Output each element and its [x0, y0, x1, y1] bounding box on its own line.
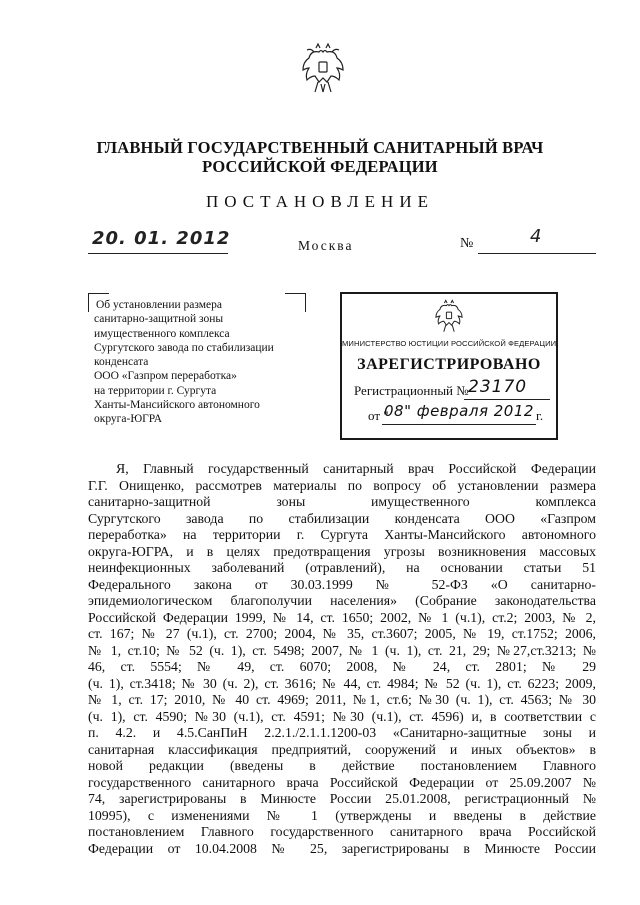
stamp-date: 08" февраля 2012 [384, 402, 534, 420]
subject-line: Сургутского завода по стабилизации [94, 341, 274, 354]
body-line: 10995), с изменениями № 1 (утверждены и введены в действие [88, 807, 596, 823]
body-line: Я, Главный государственный санитарный врач Российской Федерации [116, 461, 596, 476]
document-type: ПОСТАНОВЛЕНИЕ [205, 192, 434, 211]
body-line: государственного санитарного врача Российской Федерации от 25.09.2007 № [88, 774, 596, 790]
body-line: постановлением Главного государственного санитарного врача Российской [88, 824, 596, 839]
body-line: санитарно-защитной зоны имущественного комплекса [88, 494, 596, 509]
stamp-reg-label: Регистрационный № [354, 383, 469, 398]
subject-line: Ханты-Мансийского автономного [94, 399, 260, 412]
body-line: (ч. 1), ст.3418; № 30 (ч. 2), ст. 3616; № 44, ст. 4984; № 52 (ч. 1), ст. 6223; 2009, [88, 675, 596, 691]
date-underline [88, 253, 228, 254]
issuer-title-line1: ГЛАВНЫЙ ГОСУДАРСТВЕННЫЙ САНИТАРНЫЙ ВРАЧ [96, 138, 544, 157]
document-city: Москва [298, 238, 354, 253]
stamp-registered: ЗАРЕГИСТРИРОВАНО [357, 356, 541, 373]
subject-line: имущественного комплекса [94, 327, 230, 340]
stamp-date-prefix: от " [368, 408, 389, 423]
body-line: 46, ст. 5554; № 49, ст. 6070; 2008, № 24, ст. 2801; № 29 [88, 659, 596, 674]
body-line: Г.Г. Онищенко, рассмотрев материалы по вопросу об установлении размера [88, 477, 596, 493]
body-line: п. 4.2. и 4.5.СанПиН 2.2.1./2.1.1.1200-03 «Санитарно-защитные зоны и [88, 725, 596, 740]
document-body [88, 461, 596, 857]
subject-line: на территории г. Сургута [94, 384, 217, 397]
number-underline [478, 253, 596, 254]
body-line: Сургутского завода по стабилизации конденсата ООО «Газпром [88, 510, 596, 526]
body-line: новой редакции (введены в действие постановлением Главного [88, 758, 596, 773]
document-number: 4 [530, 226, 542, 247]
body-line: № 1, ст. 17; 2010, № 40 ст. 4969; 2011, №1, ст.6; №30 (ч. 1), ст. 4563; № 30 [88, 692, 596, 707]
body-line: санитарная классификация предприятий, сооружений и иных объектов» в [88, 741, 596, 757]
document-number-label: № [460, 236, 474, 251]
stamp-number-underline [464, 399, 550, 400]
body-line: Федерального закона от 30.03.1999 № 52-ФЗ «О санитарно- [88, 576, 596, 592]
body-line: Российской Федерации 1999, № 14, ст. 1650; 2002, № 1 (ч.1), ст.2; 2003, № 2, [88, 609, 596, 625]
issuer-title-line2: РОССИЙСКОЙ ФЕДЕРАЦИИ [202, 157, 438, 176]
double-headed-eagle-icon [434, 298, 464, 338]
registration-stamp [340, 292, 558, 440]
stamp-date-suffix: г. [536, 408, 544, 423]
body-line: эпидемиологическом благополучии населения» (Собрание законодательства [88, 593, 596, 608]
subject-line: Об установлении размера [96, 299, 222, 311]
body-line: (ч. 1), ст. 4590; №30 (ч.1), ст. 4591; №30 (ч.1), ст. 4596) и, в соответствии с [88, 708, 596, 724]
stamp-ministry: МИНИСТЕРСТВО ЮСТИЦИИ РОССИЙСКОЙ ФЕДЕРАЦИИ [342, 339, 557, 348]
body-line: неинфекционных заболеваний (отравлений), на основании статьи 51 [88, 560, 596, 575]
subject-line: санитарно-защитной зоны [94, 313, 224, 326]
stamp-reg-number: 23170 [468, 377, 528, 397]
subject-line: конденсата [94, 356, 149, 369]
body-line: переработка» на территории г. Сургута Ханты-Мансийского автономного [88, 527, 596, 542]
subject-line: ООО «Газпром переработка» [94, 370, 237, 383]
document-subject [94, 298, 294, 427]
stamp-date-underline [382, 424, 536, 425]
document-date: 20. 01. 2012 [92, 228, 231, 249]
body-line: № 1, ст.10; № 52 (ч. 1), ст. 5498; 2007, № 1 (ч. 1), ст. 21, 29; №27,ст.3213; № [88, 642, 596, 658]
body-line: округа-ЮГРА, и в целях предотвращения угрозы возникновения массовых [88, 543, 596, 559]
double-headed-eagle-icon [300, 42, 346, 100]
subject-line: округа-ЮГРА [94, 413, 163, 426]
body-line: 74, зарегистрированы в Минюсте России 25.01.2008, регистрационный № [88, 791, 596, 806]
body-line: ст. 167; № 27 (ч.1), ст. 2700; 2004, № 35, ст.3607; 2005, № 19, ст.1752; 2006, [88, 626, 596, 641]
body-line: Федерации от 10.04.2008 № 25, зарегистрированы в Минюсте России [88, 840, 596, 856]
